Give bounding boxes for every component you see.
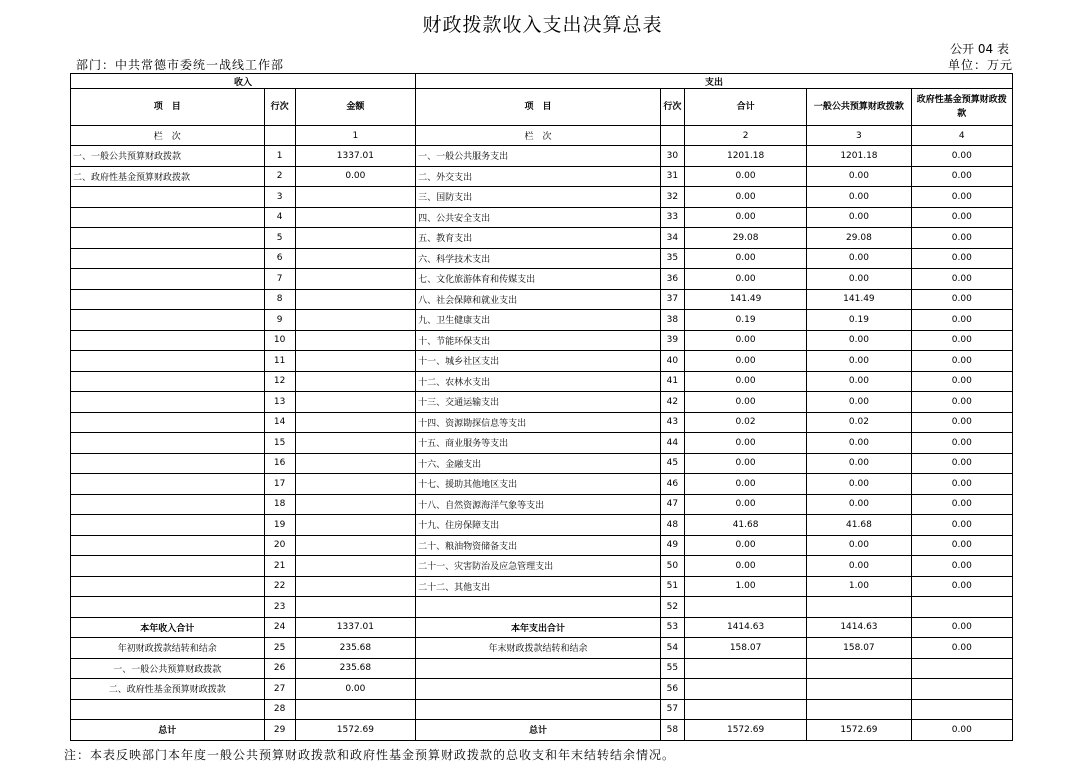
expense-row-no: 53 <box>660 617 684 638</box>
general-budget-amount <box>807 699 911 720</box>
income-amount <box>295 248 415 269</box>
general-budget-amount: 0.00 <box>807 474 911 495</box>
general-budget-amount: 0.00 <box>807 433 911 454</box>
income-amount <box>295 597 415 618</box>
income-item <box>71 699 265 720</box>
col-no-3: 3 <box>807 126 911 146</box>
income-amount: 235.68 <box>295 638 415 659</box>
expense-total: 0.00 <box>684 453 806 474</box>
expense-total: 0.02 <box>684 412 806 433</box>
expense-row-no-header: 行次 <box>660 89 684 126</box>
income-amount-header: 金额 <box>295 89 415 126</box>
income-section-header: 收入 <box>71 74 416 89</box>
expense-total: 1414.63 <box>684 617 806 638</box>
income-item <box>71 228 265 249</box>
income-amount: 0.00 <box>295 166 415 187</box>
fund-budget-amount: 0.00 <box>911 453 1012 474</box>
expense-item <box>416 679 661 700</box>
income-row-no: 5 <box>264 228 295 249</box>
fund-budget-amount: 0.00 <box>911 228 1012 249</box>
col-no-blank <box>264 126 295 146</box>
expense-total: 0.00 <box>684 535 806 556</box>
table-row <box>71 597 1013 618</box>
table-row <box>71 146 1013 167</box>
income-item-header: 项 目 <box>71 89 265 126</box>
expense-total-header: 合计 <box>684 89 806 126</box>
expense-total: 0.00 <box>684 330 806 351</box>
expense-row-no: 51 <box>660 576 684 597</box>
expense-total: 0.00 <box>684 371 806 392</box>
expense-row-no: 57 <box>660 699 684 720</box>
expense-row-no: 44 <box>660 433 684 454</box>
income-row-no: 10 <box>264 330 295 351</box>
fund-budget-amount: 0.00 <box>911 494 1012 515</box>
income-item <box>71 207 265 228</box>
income-item <box>71 474 265 495</box>
table-row <box>71 638 1013 659</box>
table-row <box>71 515 1013 536</box>
table-row <box>71 371 1013 392</box>
income-item <box>71 494 265 515</box>
table-row <box>71 474 1013 495</box>
footnote: 注：本表反映部门本年度一般公共预算财政拨款和政府性基金预算财政拨款的总收支和年末结转结余情况。 <box>64 748 676 762</box>
expense-row-no: 54 <box>660 638 684 659</box>
column-number-row <box>71 126 1013 146</box>
expense-total: 0.00 <box>684 207 806 228</box>
fund-budget-amount: 0.00 <box>911 412 1012 433</box>
expense-row-no: 35 <box>660 248 684 269</box>
income-item <box>71 310 265 331</box>
income-amount <box>295 207 415 228</box>
expense-item: 八、社会保障和就业支出 <box>416 289 661 310</box>
table-row <box>71 720 1013 741</box>
general-budget-amount: 29.08 <box>807 228 911 249</box>
income-item <box>71 597 265 618</box>
expense-item: 十四、资源勘探信息等支出 <box>416 412 661 433</box>
expense-item: 十二、农林水支出 <box>416 371 661 392</box>
expense-row-no: 47 <box>660 494 684 515</box>
general-budget-amount: 0.00 <box>807 330 911 351</box>
general-budget-amount: 1.00 <box>807 576 911 597</box>
general-budget-amount: 0.00 <box>807 351 911 372</box>
general-budget-amount: 1572.69 <box>807 720 911 741</box>
income-item: 二、政府性基金预算财政拨款 <box>71 679 265 700</box>
fund-budget-header: 政府性基金预算财政拨款 <box>911 89 1012 126</box>
expense-item <box>416 597 661 618</box>
income-item <box>71 515 265 536</box>
expense-item: 年末财政拨款结转和结余 <box>416 638 661 659</box>
expense-row-no: 36 <box>660 269 684 290</box>
expense-item: 十八、自然资源海洋气象等支出 <box>416 494 661 515</box>
general-budget-amount: 0.00 <box>807 187 911 208</box>
income-amount <box>295 535 415 556</box>
fund-budget-amount: 0.00 <box>911 146 1012 167</box>
income-row-no: 28 <box>264 699 295 720</box>
col-no-2: 2 <box>684 126 806 146</box>
income-amount <box>295 269 415 290</box>
fund-budget-amount: 0.00 <box>911 474 1012 495</box>
expense-item: 六、科学技术支出 <box>416 248 661 269</box>
expense-row-no: 38 <box>660 310 684 331</box>
table-row <box>71 351 1013 372</box>
income-item: 总计 <box>71 720 265 741</box>
income-amount <box>295 330 415 351</box>
expense-row-no: 40 <box>660 351 684 372</box>
fund-budget-amount <box>911 699 1012 720</box>
fund-budget-amount: 0.00 <box>911 617 1012 638</box>
fund-budget-amount: 0.00 <box>911 371 1012 392</box>
income-amount: 235.68 <box>295 658 415 679</box>
expense-item: 十九、住房保障支出 <box>416 515 661 536</box>
fund-budget-amount: 0.00 <box>911 289 1012 310</box>
table-row <box>71 166 1013 187</box>
table-row <box>71 412 1013 433</box>
income-amount <box>295 494 415 515</box>
income-amount <box>295 576 415 597</box>
income-amount: 1337.01 <box>295 617 415 638</box>
expense-item: 二、外交支出 <box>416 166 661 187</box>
expense-item: 七、文化旅游体育和传媒支出 <box>416 269 661 290</box>
expense-row-no: 56 <box>660 679 684 700</box>
general-budget-amount: 0.19 <box>807 310 911 331</box>
general-budget-amount <box>807 679 911 700</box>
expense-item: 十六、金融支出 <box>416 453 661 474</box>
income-row-no: 19 <box>264 515 295 536</box>
expense-total: 41.68 <box>684 515 806 536</box>
general-budget-amount <box>807 658 911 679</box>
general-budget-amount: 1201.18 <box>807 146 911 167</box>
expense-item: 三、国防支出 <box>416 187 661 208</box>
expense-total <box>684 658 806 679</box>
table-row <box>71 556 1013 577</box>
income-amount <box>295 289 415 310</box>
fund-budget-amount: 0.00 <box>911 392 1012 413</box>
income-row-no: 29 <box>264 720 295 741</box>
income-row-no: 15 <box>264 433 295 454</box>
income-row-no: 7 <box>264 269 295 290</box>
expense-item: 十三、交通运输支出 <box>416 392 661 413</box>
fund-budget-amount: 0.00 <box>911 638 1012 659</box>
income-row-no: 3 <box>264 187 295 208</box>
income-amount <box>295 371 415 392</box>
expense-item: 一、一般公共服务支出 <box>416 146 661 167</box>
expense-row-no: 50 <box>660 556 684 577</box>
expense-total: 158.07 <box>684 638 806 659</box>
fund-budget-amount: 0.00 <box>911 269 1012 290</box>
income-amount <box>295 515 415 536</box>
fund-budget-amount <box>911 679 1012 700</box>
col-no-label-2: 栏 次 <box>416 126 661 146</box>
expense-item: 本年支出合计 <box>416 617 661 638</box>
expense-total: 0.00 <box>684 474 806 495</box>
fund-budget-amount <box>911 658 1012 679</box>
expense-item <box>416 699 661 720</box>
income-row-no: 25 <box>264 638 295 659</box>
fund-budget-amount: 0.00 <box>911 433 1012 454</box>
expense-total: 0.00 <box>684 166 806 187</box>
expense-row-no: 49 <box>660 535 684 556</box>
general-budget-amount: 0.00 <box>807 371 911 392</box>
income-amount: 0.00 <box>295 679 415 700</box>
table-row <box>71 207 1013 228</box>
income-row-no-header: 行次 <box>264 89 295 126</box>
income-item <box>71 453 265 474</box>
table-row <box>71 330 1013 351</box>
income-item <box>71 351 265 372</box>
form-number: 公开 04 表 <box>950 42 1009 56</box>
expense-total <box>684 699 806 720</box>
income-row-no: 6 <box>264 248 295 269</box>
income-row-no: 16 <box>264 453 295 474</box>
general-budget-amount: 0.00 <box>807 269 911 290</box>
expense-total: 1572.69 <box>684 720 806 741</box>
expense-total: 141.49 <box>684 289 806 310</box>
col-no-1: 1 <box>295 126 415 146</box>
income-row-no: 20 <box>264 535 295 556</box>
col-no-label: 栏 次 <box>71 126 265 146</box>
general-budget-header: 一般公共预算财政拨款 <box>807 89 911 126</box>
table-row <box>71 658 1013 679</box>
expense-row-no: 34 <box>660 228 684 249</box>
general-budget-amount: 0.00 <box>807 392 911 413</box>
income-row-no: 27 <box>264 679 295 700</box>
section-header-row <box>71 74 1013 89</box>
expense-row-no: 32 <box>660 187 684 208</box>
income-row-no: 11 <box>264 351 295 372</box>
general-budget-amount: 0.00 <box>807 535 911 556</box>
table-row <box>71 699 1013 720</box>
table-row <box>71 228 1013 249</box>
expense-item: 十五、商业服务等支出 <box>416 433 661 454</box>
expense-item <box>416 658 661 679</box>
income-item <box>71 412 265 433</box>
income-amount <box>295 412 415 433</box>
expense-total: 29.08 <box>684 228 806 249</box>
expense-item: 十一、城乡社区支出 <box>416 351 661 372</box>
expense-total: 0.00 <box>684 392 806 413</box>
income-row-no: 18 <box>264 494 295 515</box>
fund-budget-amount: 0.00 <box>911 515 1012 536</box>
expense-item: 九、卫生健康支出 <box>416 310 661 331</box>
income-item: 本年收入合计 <box>71 617 265 638</box>
income-amount <box>295 433 415 454</box>
table-row <box>71 494 1013 515</box>
income-item: 年初财政拨款结转和结余 <box>71 638 265 659</box>
income-item: 一、一般公共预算财政拨款 <box>71 146 265 167</box>
expense-row-no: 55 <box>660 658 684 679</box>
expense-section-header: 支出 <box>416 74 1013 89</box>
table-row <box>71 679 1013 700</box>
budget-summary-table <box>70 73 1013 741</box>
expense-total: 0.19 <box>684 310 806 331</box>
general-budget-amount: 41.68 <box>807 515 911 536</box>
income-amount: 1572.69 <box>295 720 415 741</box>
expense-row-no: 45 <box>660 453 684 474</box>
general-budget-amount: 0.00 <box>807 556 911 577</box>
expense-row-no: 46 <box>660 474 684 495</box>
expense-total: 0.00 <box>684 187 806 208</box>
income-item <box>71 433 265 454</box>
fund-budget-amount: 0.00 <box>911 720 1012 741</box>
expense-item-header: 项 目 <box>416 89 661 126</box>
page-title: 财政拨款收入支出决算总表 <box>422 14 663 36</box>
expense-item: 二十、粮油物资储备支出 <box>416 535 661 556</box>
income-item <box>71 576 265 597</box>
income-row-no: 1 <box>264 146 295 167</box>
expense-row-no: 41 <box>660 371 684 392</box>
table-row <box>71 453 1013 474</box>
income-amount <box>295 453 415 474</box>
income-amount <box>295 556 415 577</box>
general-budget-amount: 158.07 <box>807 638 911 659</box>
expense-row-no: 42 <box>660 392 684 413</box>
income-item <box>71 330 265 351</box>
fund-budget-amount: 0.00 <box>911 535 1012 556</box>
expense-total <box>684 597 806 618</box>
fund-budget-amount: 0.00 <box>911 207 1012 228</box>
table-row <box>71 535 1013 556</box>
income-row-no: 21 <box>264 556 295 577</box>
expense-total: 0.00 <box>684 433 806 454</box>
income-item <box>71 269 265 290</box>
expense-row-no: 33 <box>660 207 684 228</box>
income-amount <box>295 351 415 372</box>
income-row-no: 22 <box>264 576 295 597</box>
expense-row-no: 52 <box>660 597 684 618</box>
table-row <box>71 576 1013 597</box>
expense-row-no: 39 <box>660 330 684 351</box>
income-row-no: 17 <box>264 474 295 495</box>
department-label: 部门：中共常德市委统一战线工作部 <box>76 58 285 72</box>
expense-item: 十七、援助其他地区支出 <box>416 474 661 495</box>
expense-row-no: 58 <box>660 720 684 741</box>
expense-item: 五、教育支出 <box>416 228 661 249</box>
fund-budget-amount: 0.00 <box>911 310 1012 331</box>
general-budget-amount: 0.00 <box>807 494 911 515</box>
col-no-4: 4 <box>911 126 1012 146</box>
table-row <box>71 392 1013 413</box>
income-row-no: 24 <box>264 617 295 638</box>
general-budget-amount: 0.00 <box>807 248 911 269</box>
expense-item: 二十二、其他支出 <box>416 576 661 597</box>
income-row-no: 14 <box>264 412 295 433</box>
income-amount <box>295 392 415 413</box>
general-budget-amount: 0.00 <box>807 166 911 187</box>
fund-budget-amount: 0.00 <box>911 556 1012 577</box>
expense-total: 0.00 <box>684 269 806 290</box>
expense-total: 1201.18 <box>684 146 806 167</box>
expense-total: 0.00 <box>684 494 806 515</box>
expense-total: 0.00 <box>684 556 806 577</box>
income-item <box>71 556 265 577</box>
income-amount: 1337.01 <box>295 146 415 167</box>
table-row <box>71 310 1013 331</box>
income-item <box>71 187 265 208</box>
fund-budget-amount: 0.00 <box>911 187 1012 208</box>
income-amount <box>295 310 415 331</box>
expense-row-no: 37 <box>660 289 684 310</box>
expense-total: 1.00 <box>684 576 806 597</box>
income-row-no: 8 <box>264 289 295 310</box>
expense-row-no: 31 <box>660 166 684 187</box>
income-item <box>71 289 265 310</box>
income-row-no: 13 <box>264 392 295 413</box>
expense-item: 总计 <box>416 720 661 741</box>
income-amount <box>295 228 415 249</box>
table-row <box>71 187 1013 208</box>
expense-row-no: 30 <box>660 146 684 167</box>
table-row <box>71 289 1013 310</box>
income-item: 一、一般公共预算财政拨款 <box>71 658 265 679</box>
expense-total: 0.00 <box>684 248 806 269</box>
expense-item: 四、公共安全支出 <box>416 207 661 228</box>
income-row-no: 23 <box>264 597 295 618</box>
general-budget-amount: 0.00 <box>807 453 911 474</box>
income-row-no: 26 <box>264 658 295 679</box>
income-amount <box>295 187 415 208</box>
income-amount <box>295 474 415 495</box>
income-item <box>71 371 265 392</box>
expense-item: 二十一、灾害防治及应急管理支出 <box>416 556 661 577</box>
expense-item: 十、节能环保支出 <box>416 330 661 351</box>
income-row-no: 4 <box>264 207 295 228</box>
table-row <box>71 617 1013 638</box>
general-budget-amount <box>807 597 911 618</box>
fund-budget-amount: 0.00 <box>911 330 1012 351</box>
general-budget-amount: 0.02 <box>807 412 911 433</box>
fund-budget-amount: 0.00 <box>911 351 1012 372</box>
expense-total: 0.00 <box>684 351 806 372</box>
fund-budget-amount <box>911 597 1012 618</box>
income-amount <box>295 699 415 720</box>
column-header-row <box>71 89 1013 126</box>
income-row-no: 12 <box>264 371 295 392</box>
income-item <box>71 535 265 556</box>
table-row <box>71 269 1013 290</box>
expense-row-no: 43 <box>660 412 684 433</box>
general-budget-amount: 141.49 <box>807 289 911 310</box>
income-item <box>71 248 265 269</box>
income-item: 二、政府性基金预算财政拨款 <box>71 166 265 187</box>
general-budget-amount: 1414.63 <box>807 617 911 638</box>
income-row-no: 9 <box>264 310 295 331</box>
income-item <box>71 392 265 413</box>
fund-budget-amount: 0.00 <box>911 248 1012 269</box>
table-row <box>71 433 1013 454</box>
expense-row-no: 48 <box>660 515 684 536</box>
table-row <box>71 248 1013 269</box>
fund-budget-amount: 0.00 <box>911 166 1012 187</box>
expense-total <box>684 679 806 700</box>
income-row-no: 2 <box>264 166 295 187</box>
general-budget-amount: 0.00 <box>807 207 911 228</box>
fund-budget-amount: 0.00 <box>911 576 1012 597</box>
unit-label: 单位：万元 <box>947 58 1013 72</box>
col-no-blank-2 <box>660 126 684 146</box>
